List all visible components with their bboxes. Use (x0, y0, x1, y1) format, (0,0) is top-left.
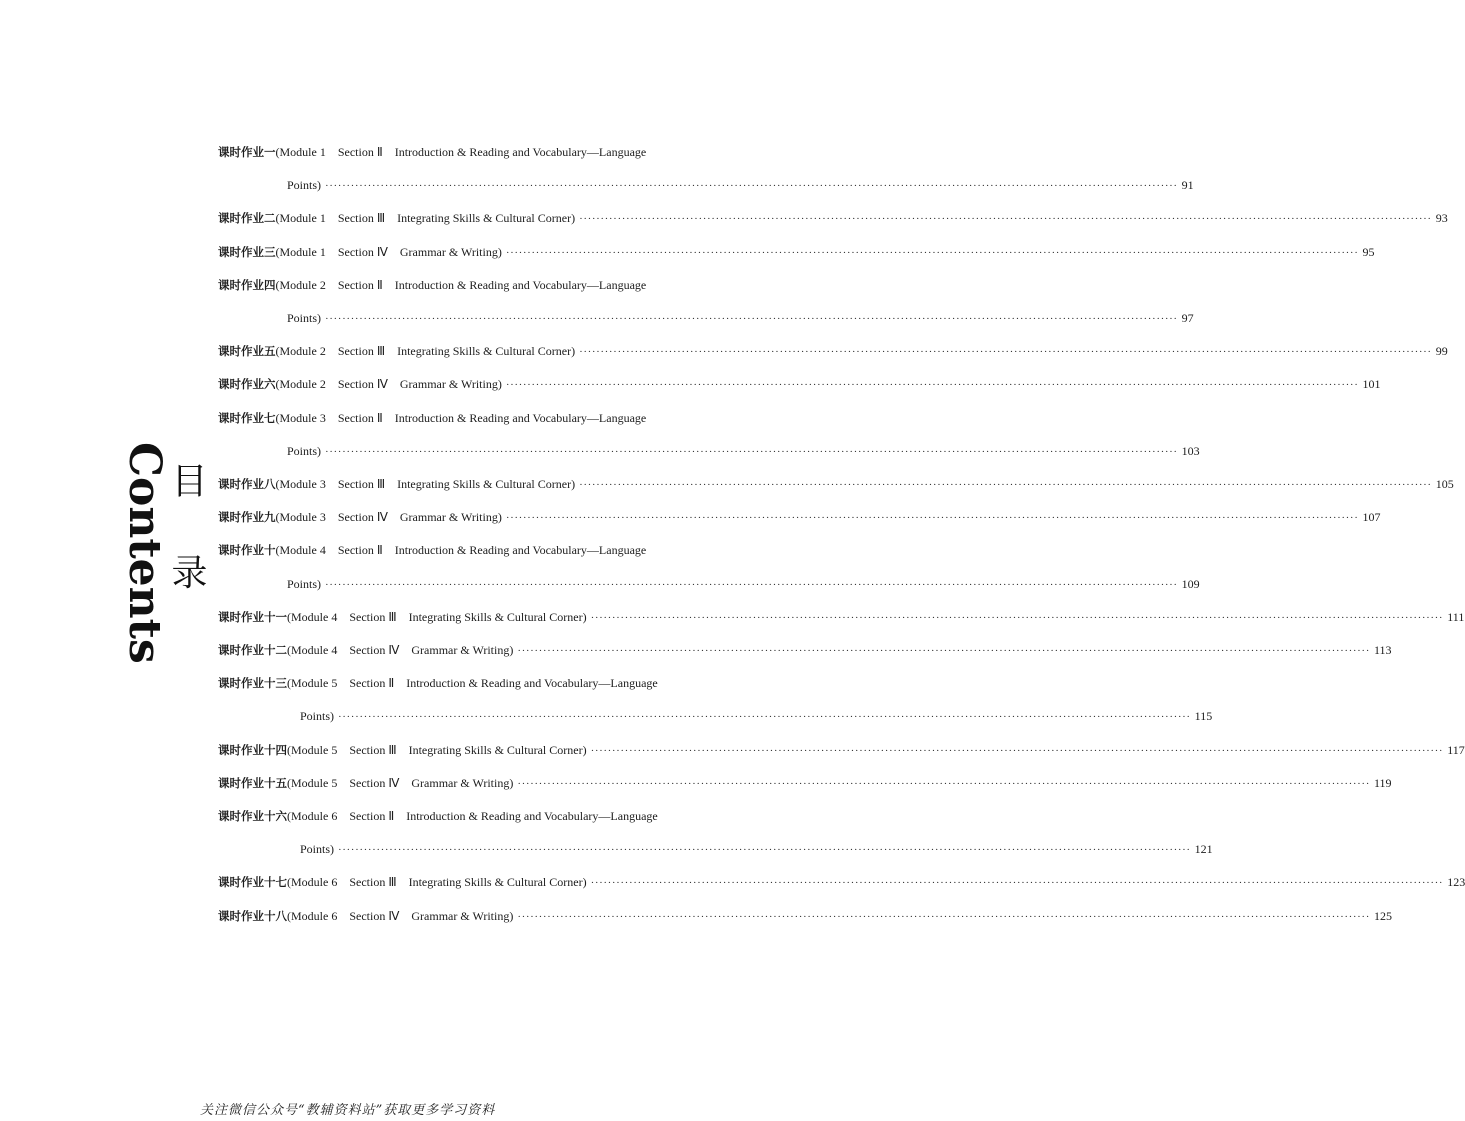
toc-entry-prefix: 课时作业四 (218, 277, 276, 292)
toc-page-number: 107 (1362, 510, 1381, 525)
toc-entry-prefix: 课时作业十八 (218, 908, 287, 923)
toc-entry-title: (Module 4 Section Ⅳ Grammar & Writing) (287, 643, 514, 657)
toc-leader-dots: ········································································································································································································ (325, 445, 1178, 458)
contents-title-zh: 目 录 (166, 462, 207, 612)
toc-page-number: 123 (1447, 875, 1465, 890)
toc-entry-title: Points) (300, 842, 335, 857)
toc-page-number: 91 (1181, 178, 1194, 193)
toc-entry[interactable] (218, 808, 658, 824)
toc-entry-prefix: 课时作业三 (218, 244, 276, 259)
toc-page-number: 99 (1435, 344, 1448, 359)
toc-entry-title: Points) (287, 178, 322, 193)
toc-entry-title: (Module 3 Section Ⅱ Introduction & Reading and Vocabulary—Language (275, 410, 647, 425)
toc-leader-dots: ········································································································································································································ (505, 512, 1359, 525)
toc-leader-dots: ········································································································································································································ (517, 777, 1370, 790)
toc-leader-dots: ········································································································································································································ (579, 346, 1432, 359)
toc-entry-title: (Module 1 Section Ⅱ Introduction & Reading and Vocabulary—Language (275, 145, 647, 159)
toc-entry[interactable] (218, 210, 1448, 227)
toc-entry-title: (Module 1 Section Ⅲ Integrating Skills & Cultural Corner) (275, 211, 576, 226)
toc-page-number: 105 (1435, 477, 1454, 491)
toc-entry-title: (Module 2 Section Ⅲ Integrating Skills & Cultural Corner) (275, 344, 576, 359)
toc-leader-dots: ········································································································································································································ (338, 711, 1191, 724)
toc-entry-title: (Module 6 Section Ⅲ Integrating Skills & Cultural Corner) (287, 875, 587, 890)
toc-entry-title: (Module 2 Section Ⅱ Introduction & Reading and Vocabulary—Language (275, 277, 647, 292)
toc-entry[interactable] (287, 576, 1200, 593)
toc-entry[interactable] (287, 177, 1194, 194)
toc-entry[interactable] (218, 874, 1465, 891)
toc-leader-dots: ········································································································································································································ (505, 246, 1359, 259)
toc-entry[interactable] (218, 509, 1381, 526)
toc-entry-title: (Module 5 Section Ⅱ Introduction & Reading and Vocabulary—Language (287, 676, 658, 691)
toc-entry-title: Points) (300, 709, 335, 724)
toc-entry-prefix: 课时作业九 (218, 510, 276, 525)
toc-entry-prefix: 课时作业十三 (218, 676, 287, 691)
toc-entry-title: (Module 4 Section Ⅱ Introduction & Reading and Vocabulary—Language (275, 543, 647, 558)
toc-entry[interactable] (218, 376, 1381, 393)
toc-entry-title: Points) (287, 311, 322, 325)
toc-entry-prefix: 课时作业十二 (218, 643, 287, 657)
toc-entry-prefix: 课时作业八 (218, 477, 276, 491)
toc-entry[interactable] (218, 144, 646, 160)
toc-entry[interactable] (218, 343, 1448, 360)
toc-entry-prefix: 课时作业十六 (218, 809, 287, 823)
toc-entry-title: (Module 3 Section Ⅳ Grammar & Writing) (275, 510, 502, 525)
toc-leader-dots: ········································································································································································································ (505, 379, 1359, 392)
toc-leader-dots: ········································································································································································································ (579, 213, 1432, 226)
toc-entry[interactable] (218, 908, 1392, 925)
toc-page-number: 93 (1435, 211, 1448, 226)
toc-page-number: 109 (1181, 576, 1200, 591)
toc-leader-dots: ········································································································································································································ (517, 645, 1370, 657)
toc-entry[interactable] (218, 642, 1392, 659)
toc-entry-prefix: 课时作业十 (218, 543, 276, 558)
toc-entry-prefix: 课时作业六 (218, 377, 276, 392)
toc-leader-dots: ········································································································································································································ (517, 910, 1370, 923)
toc-entry-prefix: 课时作业十一 (218, 609, 287, 624)
toc-entry-prefix: 课时作业十五 (218, 775, 287, 790)
toc-entry-title: (Module 4 Section Ⅲ Integrating Skills & Cultural Corner) (287, 609, 587, 624)
toc-entry[interactable] (218, 410, 646, 426)
toc-leader-dots: ········································································································································································································ (590, 877, 1444, 890)
toc-page-number: 103 (1181, 443, 1200, 458)
toc-page-number: 125 (1373, 908, 1392, 923)
toc-entry-title: (Module 6 Section Ⅱ Introduction & Reading and Vocabulary—Language (287, 809, 658, 823)
toc-entry-prefix: 课时作业一 (218, 145, 276, 159)
toc-entry-title: (Module 6 Section Ⅳ Grammar & Writing) (287, 908, 514, 923)
toc-leader-dots: ········································································································································································································ (325, 313, 1178, 325)
toc-entry[interactable] (218, 476, 1454, 493)
toc-entry-prefix: 课时作业七 (218, 410, 276, 425)
toc-page-number: 117 (1447, 742, 1465, 757)
toc-entry[interactable] (218, 244, 1375, 261)
toc-leader-dots: ········································································································································································································ (579, 479, 1432, 491)
toc-entry-prefix: 课时作业十四 (218, 742, 287, 757)
toc-leader-dots: ········································································································································································································ (590, 611, 1444, 624)
toc-entry-title: (Module 1 Section Ⅳ Grammar & Writing) (275, 244, 502, 259)
toc-leader-dots: ········································································································································································································ (325, 578, 1178, 591)
toc-entry-title: Points) (287, 443, 322, 458)
toc-leader-dots: ········································································································································································································ (325, 180, 1178, 193)
toc-entry[interactable] (287, 443, 1200, 460)
toc-page-number: 95 (1362, 244, 1375, 259)
toc-entry-title: (Module 5 Section Ⅳ Grammar & Writing) (287, 775, 514, 790)
toc-entry-prefix: 课时作业五 (218, 344, 276, 359)
toc-page-number: 113 (1373, 643, 1392, 657)
toc-entry[interactable] (218, 542, 646, 558)
toc-page-number: 115 (1194, 709, 1213, 724)
toc-entry-title: (Module 2 Section Ⅳ Grammar & Writing) (275, 377, 502, 392)
toc-entry-title: Points) (287, 576, 322, 591)
toc-page-number: 121 (1194, 842, 1213, 857)
toc-page-number: 101 (1362, 377, 1381, 392)
toc-page-number: 111 (1447, 609, 1465, 624)
toc-page-number: 97 (1181, 311, 1194, 325)
toc-entry-prefix: 课时作业十七 (218, 875, 287, 890)
toc-entry[interactable] (218, 609, 1465, 626)
toc-entry-title: (Module 3 Section Ⅲ Integrating Skills & Cultural Corner) (275, 477, 576, 491)
footer-note: 关注微信公众号“教辅资料站”获取更多学习资料 (200, 1103, 496, 1118)
toc-entry[interactable] (218, 775, 1392, 792)
toc-entry[interactable] (287, 310, 1194, 327)
toc-entry[interactable] (218, 742, 1465, 759)
toc-leader-dots: ········································································································································································································ (590, 744, 1444, 757)
toc-entry-prefix: 课时作业二 (218, 211, 276, 226)
toc-entry[interactable] (218, 675, 658, 691)
toc-entry[interactable] (300, 708, 1213, 725)
contents-title-en: Contents (119, 442, 170, 664)
toc-entry-title: (Module 5 Section Ⅲ Integrating Skills & Cultural Corner) (287, 742, 587, 757)
toc-page-number: 119 (1373, 775, 1392, 790)
toc-entry[interactable] (218, 277, 646, 293)
toc-leader-dots: ········································································································································································································ (338, 844, 1191, 857)
toc-entry[interactable] (300, 841, 1213, 858)
